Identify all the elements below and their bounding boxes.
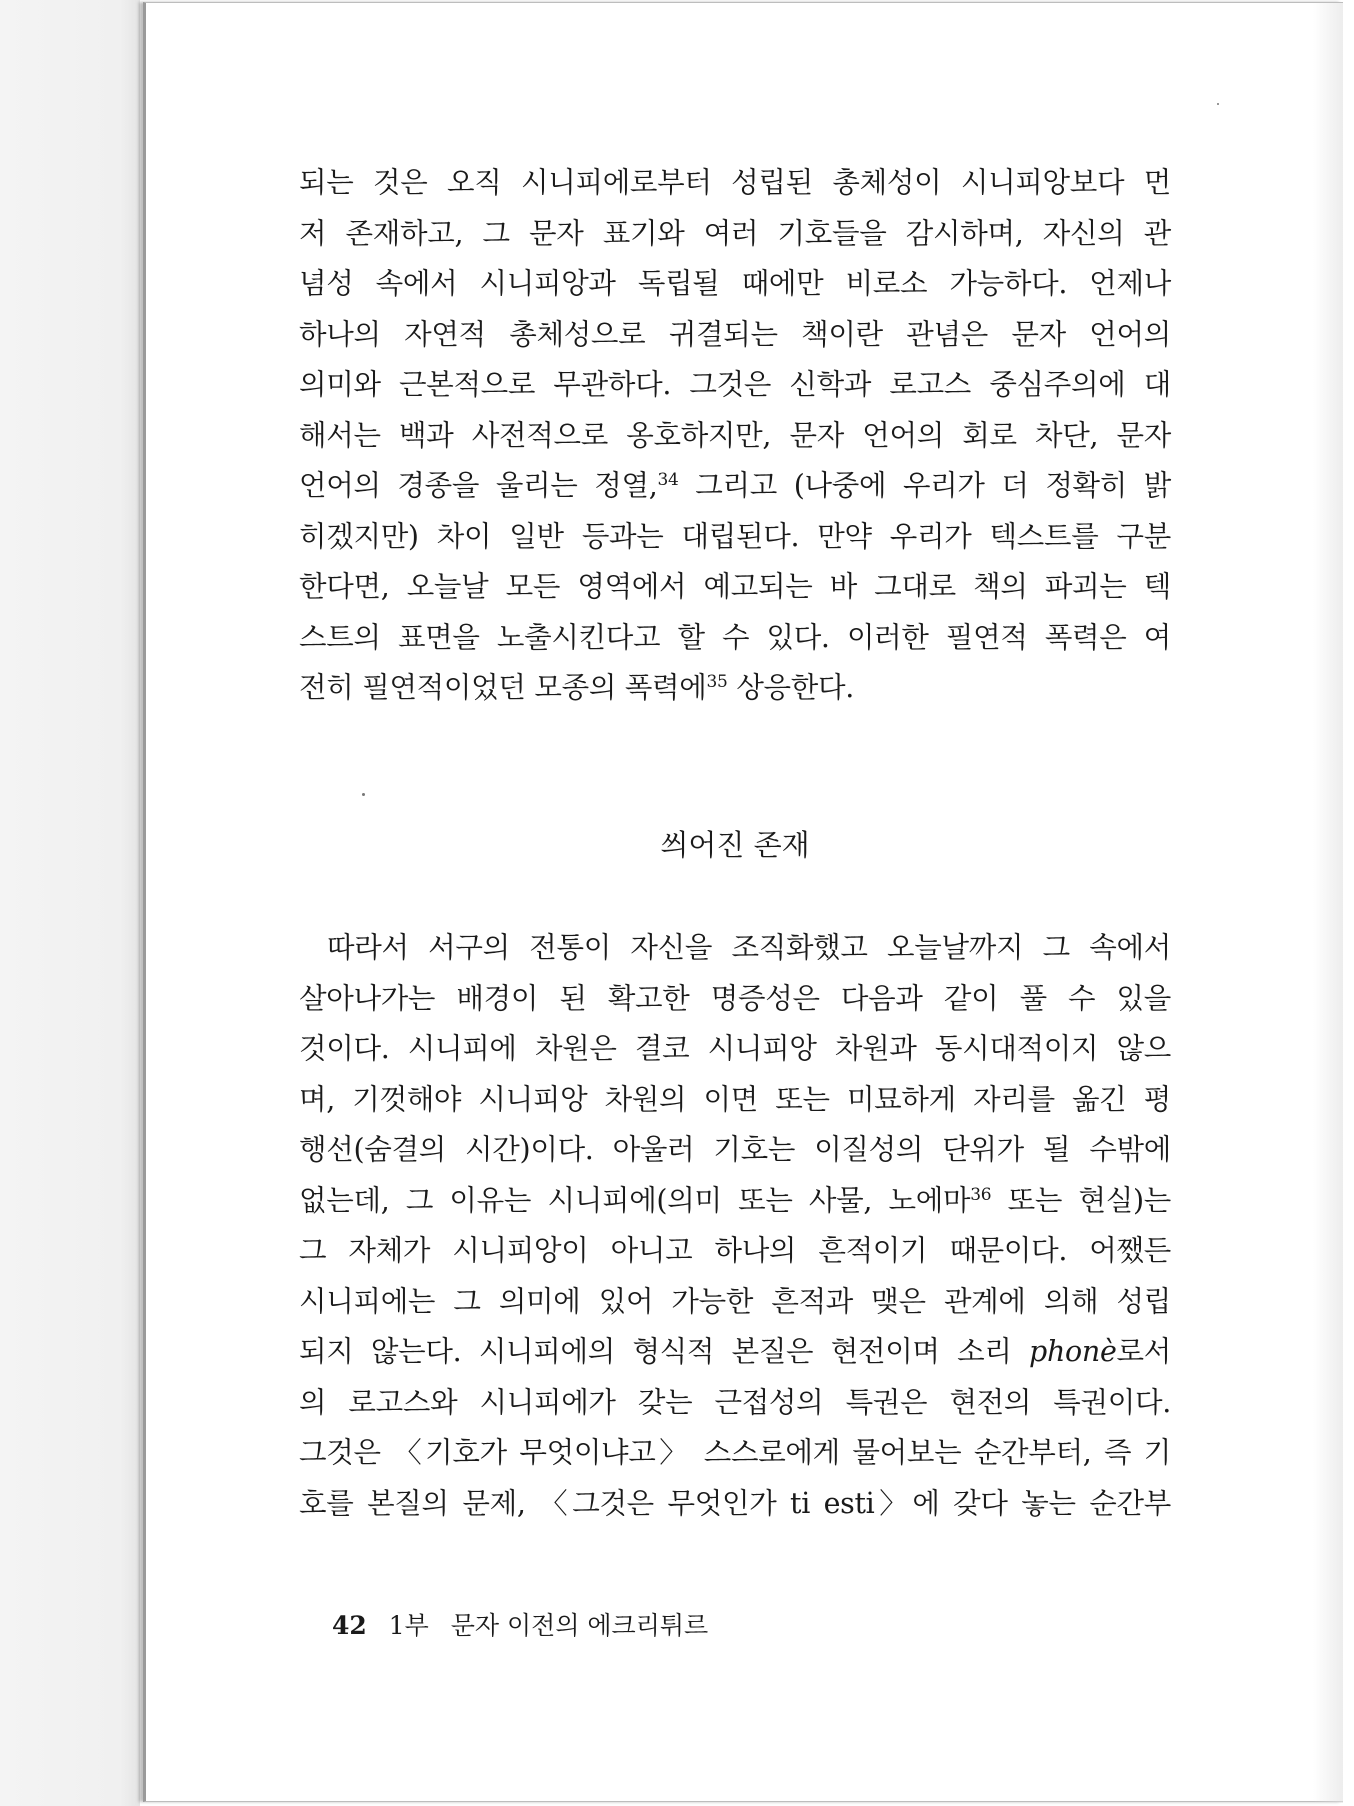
left-margin [0,0,140,1806]
page-number: 42 [332,1611,367,1640]
text-segment: 그리고 (나중에 우리가 더 정확히 밝 [695,469,1171,502]
book-page [143,2,1343,1802]
text-segment: 또는 현실)는 [1007,1183,1172,1217]
footnote-marker: 36 [970,1184,992,1205]
text-segment: 없는데, 그 이유는 시니피에(의미 또는 사물, 노에마 [299,1183,971,1217]
scan-speck [362,793,365,796]
text-line: 그 자체가 시니피앙이 아니고 하나의 흔적이기 때문이다. 어쨌든 [299,1234,1171,1267]
text-line: 해서는 백과 사전적으로 옹호하지만, 문자 언어의 회로 차단, 문자 [299,418,1171,452]
text-segment: 로서 [1116,1335,1171,1368]
text-line: 한다면, 오늘날 모든 영역에서 예고되는 바 그대로 책의 파괴는 텍 [299,570,1171,603]
text-line: 행선(숨결의 시간)이다. 아울러 기호는 이질성의 단위가 될 수밖에 [299,1133,1171,1166]
page-footer [332,1609,708,1643]
text-line: 저 존재하고, 그 문자 표기와 여러 기호들을 감시하며, 자신의 관 [299,216,1171,250]
text-line: 념성 속에서 시니피앙과 독립될 때에만 비로소 가능하다. 언제나 [299,267,1171,300]
page-edge-shadow [1313,3,1343,1803]
text-line [299,1327,1171,1378]
footnote-marker: 34 [657,470,679,490]
footnote-marker: 35 [706,672,728,692]
text-line: 따라서 서구의 전통이 자신을 조직화했고 오늘날까지 그 속에서 [327,931,1171,964]
italic-term: phonè [1029,1335,1117,1368]
text-line: 시니피에는 그 의미에 있어 가능한 흔적과 맺은 관계에 의해 성립 [299,1284,1171,1318]
text-line [299,461,1171,512]
part-label: 1부 [388,1611,429,1640]
text-line: 히겠지만) 차이 일반 등과는 대립된다. 만약 우리가 텍스트를 구분 [299,519,1171,553]
text-line: 호를 본질의 문제, 〈그것은 무엇인가 ti esti〉에 갖다 놓는 순간부 [299,1486,1171,1520]
text-line [299,1176,1171,1227]
text-line: 살아나가는 배경이 된 확고한 명증성은 다음과 같이 풀 수 있을 [299,981,1171,1015]
text-segment: 언어의 경종을 울리는 정열, [299,469,658,502]
text-line: 그것은 〈기호가 무엇이냐고〉 스스로에게 물어보는 순간부터, 즉 기 [299,1436,1171,1469]
chapter-title: 문자 이전의 에크리튀르 [450,1611,709,1640]
text-segment: 되지 않는다. 시니피에의 형식적 본질은 현전이며 소리 [299,1335,1012,1368]
paragraph-top [299,158,1171,714]
text-line: 것이다. 시니피에 차원은 결코 시니피앙 차원과 동시대적이지 않으 [299,1032,1171,1065]
text-line: 의 로고스와 시니피에가 갖는 근접성의 특권은 현전의 특권이다. [299,1385,1171,1419]
text-line: 스트의 표면을 노출시킨다고 할 수 있다. 이러한 필연적 폭력은 여 [299,620,1171,654]
paragraph-bottom [299,923,1171,1529]
text-line: 되는 것은 오직 시니피에로부터 성립된 총체성이 시니피앙보다 먼 [299,166,1171,199]
section-heading: 씌어진 존재 [660,828,810,862]
text-segment: 전히 필연적이었던 모종의 폭력에 [299,671,707,704]
scan-speck [1217,103,1219,105]
text-segment: 상응한다. [736,671,855,704]
text-line: 하나의 자연적 총체성으로 귀결되는 책이란 관념은 문자 언어의 [299,317,1171,351]
text-line [299,663,1171,714]
text-line: 며, 기껏해야 시니피앙 차원의 이면 또는 미묘하게 자리를 옮긴 평 [299,1082,1171,1116]
text-line: 의미와 근본적으로 무관하다. 그것은 신학과 로고스 중심주의에 대 [299,368,1171,401]
